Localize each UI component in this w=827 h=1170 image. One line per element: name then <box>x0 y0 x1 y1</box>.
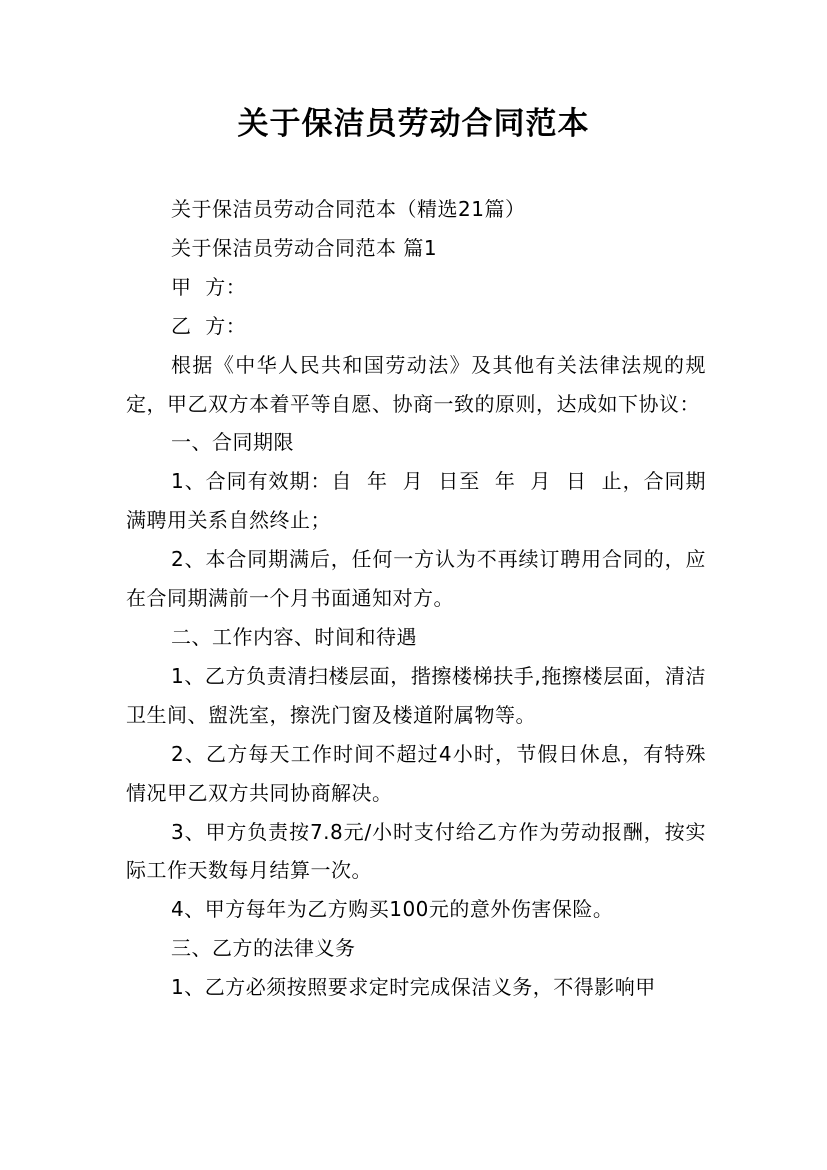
clause-paragraph: 2、乙方每天工作时间不超过4小时，节假日休息，有特殊情况甲乙双方共同协商解决。 <box>126 741 706 805</box>
document-body <box>126 190 706 1007</box>
clause-paragraph: 1、合同有效期：自 年 月 日至 年 月 日 止，合同期满聘用关系自然终止； <box>126 469 706 533</box>
clause-paragraph: 1、乙方负责清扫楼层面，揩擦楼梯扶手,拖擦楼层面，清洁卫生间、盥洗室，擦洗门窗及楼道附属物等。 <box>126 663 706 727</box>
party-a-line: 甲 方： <box>171 274 247 299</box>
clause-heading: 三、乙方的法律义务 <box>171 936 356 961</box>
party-b-line: 乙 方： <box>171 313 247 338</box>
clause-paragraph: 4、甲方每年为乙方购买100元的意外伤害保险。 <box>171 897 614 922</box>
document-title: 关于保洁员劳动合同范本 <box>237 106 590 142</box>
preamble-paragraph: 根据《中华人民共和国劳动法》及其他有关法律法规的规定，甲乙双方本着平等自愿、协商一致的原则，达成如下协议： <box>126 352 706 416</box>
clause-heading: 二、工作内容、时间和待遇 <box>171 624 417 649</box>
clause-paragraph: 3、甲方负责按7.8元/小时支付给乙方作为劳动报酬，按实际工作天数每月结算一次。 <box>126 819 706 883</box>
document-subtitle: 关于保洁员劳动合同范本（精选21篇） <box>171 197 526 221</box>
clause-heading: 一、合同期限 <box>171 430 294 455</box>
clause-paragraph: 1、乙方必须按照要求定时完成保洁义务，不得影响甲 <box>171 975 656 1000</box>
section-heading: 关于保洁员劳动合同范本 篇1 <box>171 235 438 260</box>
clause-paragraph: 2、本合同期满后，任何一方认为不再续订聘用合同的，应在合同期满前一个月书面通知对方。 <box>126 547 706 611</box>
